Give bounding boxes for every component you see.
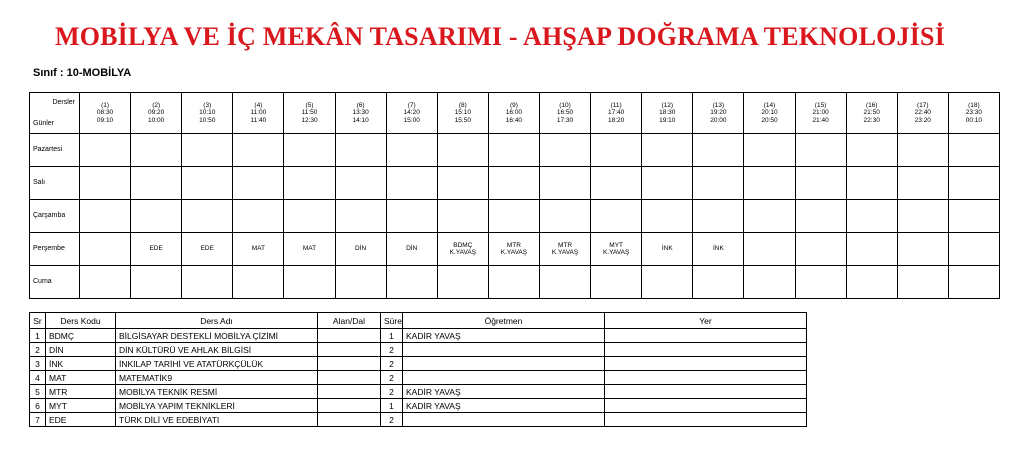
period-number: (13): [712, 101, 725, 109]
schedule-cell: [744, 233, 795, 266]
schedule-cell: [182, 134, 233, 167]
schedule-cell: [80, 167, 131, 200]
schedule-cell: [437, 266, 488, 299]
col-header-teacher: Öğretmen: [403, 313, 605, 329]
lesson-code-cell: BDMÇ: [46, 329, 116, 343]
schedule-cell: [846, 200, 897, 233]
schedule-cell: [335, 134, 386, 167]
schedule-cell: [488, 266, 539, 299]
period-number: (5): [305, 101, 314, 109]
teacher-short-name: K.YAVAŞ: [449, 249, 476, 256]
lesson-name-cell: İNKILAP TARİHİ VE ATATÜRKÇÜLÜK: [116, 357, 318, 371]
period-header: [744, 93, 795, 134]
period-number: (8): [458, 101, 467, 109]
schedule-cell: [897, 233, 948, 266]
period-header: [642, 93, 693, 134]
schedule-cell: [539, 134, 590, 167]
lesson-room-cell: [605, 399, 807, 413]
schedule-cell: [642, 134, 693, 167]
col-header-duration: Süre: [381, 313, 403, 329]
period-start-time: 15:10: [454, 109, 471, 117]
lesson-name-cell: MOBİLYA TEKNİK RESMİ: [116, 385, 318, 399]
period-header: [182, 93, 233, 134]
period-end-time: 22:30: [863, 116, 880, 124]
lesson-name-cell: MATEMATİK9: [116, 371, 318, 385]
period-end-time: 14:10: [352, 116, 369, 124]
lesson-teacher-cell: [403, 343, 605, 357]
table-row: [30, 371, 807, 385]
lesson-code: MTR: [506, 241, 521, 249]
period-start-time: 10:10: [199, 109, 216, 117]
period-start-time: 14:20: [403, 109, 420, 117]
lesson-room-cell: [605, 371, 807, 385]
lesson-code-cell: EDE: [46, 413, 116, 427]
lesson-field-cell: [318, 357, 381, 371]
schedule-cell: [897, 167, 948, 200]
schedule-cell: [795, 266, 846, 299]
schedule-cell: [744, 200, 795, 233]
schedule-cell: [233, 233, 284, 266]
lesson-room-cell: [605, 385, 807, 399]
lesson-duration-cell: 2: [381, 343, 403, 357]
period-end-time: 18:20: [608, 116, 625, 124]
period-number: (15): [814, 101, 827, 109]
period-start-time: 20:10: [761, 109, 778, 117]
schedule-cell: [744, 167, 795, 200]
period-end-time: 15:00: [403, 116, 420, 124]
schedule-cell: [846, 167, 897, 200]
schedule-cell: [437, 200, 488, 233]
period-start-time: 21:50: [863, 109, 880, 117]
period-number: (18): [968, 101, 980, 109]
schedule-cell: [795, 167, 846, 200]
schedule-cell: [897, 134, 948, 167]
lesson-name-cell: DİN KÜLTÜRÜ VE AHLAK BİLGİSİ: [116, 343, 318, 357]
schedule-cell: [693, 134, 744, 167]
schedule-cell: [897, 266, 948, 299]
schedule-cell: [233, 266, 284, 299]
period-number: (7): [407, 101, 416, 109]
period-header: [284, 93, 335, 134]
period-end-time: 20:50: [761, 116, 778, 124]
lesson-teacher-cell: KADİR YAVAŞ: [403, 399, 605, 413]
lesson-duration-cell: 2: [381, 385, 403, 399]
schedule-cell: [591, 167, 642, 200]
period-number: (10): [559, 101, 571, 109]
schedule-cell: [539, 200, 590, 233]
schedule-cell: [488, 200, 539, 233]
schedule-cell: [437, 167, 488, 200]
schedule-cell: [131, 134, 182, 167]
period-end-time: 16:40: [505, 116, 523, 124]
lesson-name-cell: MOBİLYA YAPIM TEKNİKLERİ: [116, 399, 318, 413]
lesson-room-cell: [605, 329, 807, 343]
period-end-time: 19:10: [659, 116, 676, 124]
lesson-code: MTR: [557, 241, 573, 249]
schedule-cell: [335, 266, 386, 299]
lessons-header-row: [30, 313, 807, 329]
schedule-cell: [131, 200, 182, 233]
lesson-code: DİN: [355, 245, 367, 253]
schedule-cell: [233, 134, 284, 167]
schedule-cell: [948, 266, 999, 299]
schedule-cell: [591, 266, 642, 299]
period-number: (3): [203, 101, 212, 109]
schedule-cell: [642, 200, 693, 233]
lesson-code-cell: MYT: [46, 399, 116, 413]
schedule-cell: [386, 167, 437, 200]
lesson-teacher-cell: KADİR YAVAŞ: [403, 385, 605, 399]
lesson-field-cell: [318, 399, 381, 413]
lesson-code: İNK: [661, 245, 673, 253]
day-row: [30, 233, 1000, 266]
periods-axis-label: Dersler: [52, 99, 75, 106]
lesson-code: MYT: [609, 241, 624, 249]
schedule-cell: [335, 233, 386, 266]
lesson-sr-cell: 3: [30, 357, 46, 371]
lesson-field-cell: [318, 329, 381, 343]
lesson-room-cell: [605, 343, 807, 357]
day-label: Çarşamba: [30, 200, 80, 233]
period-number: (12): [661, 101, 674, 109]
schedule-cell: [488, 167, 539, 200]
schedule-cell: [488, 233, 539, 266]
day-row: [30, 200, 1000, 233]
schedule-cell: [539, 266, 590, 299]
schedule-cell: [284, 200, 335, 233]
lesson-duration-cell: 1: [381, 329, 403, 343]
period-start-time: 18:30: [659, 109, 676, 117]
lesson-duration-cell: 2: [381, 371, 403, 385]
lesson-sr-cell: 6: [30, 399, 46, 413]
schedule-cell: [80, 266, 131, 299]
col-header-field: Alan/Dal: [318, 313, 381, 329]
period-end-time: 10:50: [199, 116, 216, 124]
schedule-cell: [642, 266, 693, 299]
col-header-room: Yer: [605, 313, 807, 329]
lesson-sr-cell: 2: [30, 343, 46, 357]
schedule-cell: [335, 200, 386, 233]
col-header-sr: Sr: [30, 313, 46, 329]
period-number: (2): [152, 101, 161, 109]
period-start-time: 11:00: [250, 109, 267, 117]
day-label: Salı: [30, 167, 80, 200]
day-label: Pazartesi: [30, 134, 80, 167]
period-start-time: 17:40: [608, 109, 625, 117]
teacher-short-name: K.YAVAŞ: [500, 249, 528, 256]
schedule-cell: [642, 233, 693, 266]
schedule-cell: [80, 134, 131, 167]
lesson-code: MAT: [302, 245, 317, 253]
table-row: [30, 399, 807, 413]
schedule-cell: [539, 233, 590, 266]
period-number: (17): [917, 101, 929, 109]
teacher-short-name: K.YAVAŞ: [551, 249, 579, 256]
lesson-field-cell: [318, 413, 381, 427]
lesson-code: EDE: [149, 245, 163, 253]
period-number: (6): [356, 101, 365, 109]
day-row: [30, 167, 1000, 200]
schedule-cell: [693, 167, 744, 200]
lesson-teacher-cell: [403, 357, 605, 371]
period-start-time: 21:00: [812, 109, 829, 117]
schedule-cell: [131, 266, 182, 299]
period-header: [437, 93, 488, 134]
lesson-sr-cell: 7: [30, 413, 46, 427]
day-label: Cuma: [30, 266, 80, 299]
lesson-room-cell: [605, 413, 807, 427]
schedule-cell: [182, 266, 233, 299]
schedule-cell: [744, 134, 795, 167]
lesson-code: İNK: [712, 245, 724, 253]
schedule-cell: [386, 200, 437, 233]
period-header: [897, 93, 948, 134]
lesson-teacher-cell: [403, 371, 605, 385]
period-header: [539, 93, 590, 134]
class-label: Sınıf : 10-MOBİLYA: [33, 67, 132, 79]
schedule-cell: [591, 233, 642, 266]
lesson-code: EDE: [200, 245, 214, 253]
period-start-time: 16:00: [505, 109, 523, 117]
lesson-field-cell: [318, 371, 381, 385]
schedule-cell: [335, 167, 386, 200]
period-start-time: 16:50: [556, 109, 574, 117]
period-start-time: 08:30: [96, 109, 114, 117]
schedule-cell: [131, 167, 182, 200]
schedule-cell: [233, 200, 284, 233]
lesson-name-cell: TÜRK DİLİ VE EDEBİYATI: [116, 413, 318, 427]
period-end-time: 12:30: [301, 116, 318, 124]
lesson-sr-cell: 5: [30, 385, 46, 399]
schedule-cell: [386, 134, 437, 167]
period-number: (1): [101, 101, 110, 109]
schedule-cell: [437, 134, 488, 167]
period-header: [948, 93, 999, 134]
period-header: [693, 93, 744, 134]
schedule-cell: [284, 134, 335, 167]
period-number: (14): [763, 101, 776, 109]
period-end-time: 00:10: [965, 116, 983, 124]
period-end-time: 15:50: [454, 116, 471, 124]
schedule-cell: [744, 266, 795, 299]
schedule-cell: [284, 266, 335, 299]
lesson-code: MAT: [251, 245, 265, 253]
period-start-time: 11:50: [301, 109, 318, 117]
lesson-code: BDMÇ: [453, 241, 473, 249]
lesson-teacher-cell: [403, 413, 605, 427]
lesson-code: DİN: [406, 245, 418, 253]
schedule-cell: [80, 233, 131, 266]
lesson-code-cell: MTR: [46, 385, 116, 399]
schedule-cell: [437, 233, 488, 266]
schedule-cell: [284, 233, 335, 266]
period-header: [80, 93, 131, 134]
period-end-time: 11:40: [250, 116, 267, 124]
period-end-time: 20:00: [710, 116, 727, 124]
schedule-cell: [948, 233, 999, 266]
schedule-cell: [795, 233, 846, 266]
schedule-cell: [795, 134, 846, 167]
period-header: [591, 93, 642, 134]
lesson-field-cell: [318, 343, 381, 357]
day-label: Perşembe: [30, 233, 80, 266]
lesson-code-cell: DİN: [46, 343, 116, 357]
table-row: [30, 343, 807, 357]
period-end-time: 23:20: [914, 116, 931, 124]
lesson-room-cell: [605, 357, 807, 371]
table-row: [30, 385, 807, 399]
period-header: [335, 93, 386, 134]
schedule-cell: [948, 134, 999, 167]
lesson-duration-cell: 2: [381, 413, 403, 427]
period-start-time: 13:30: [352, 109, 369, 117]
schedule-cell: [948, 200, 999, 233]
schedule-cell: [846, 266, 897, 299]
period-end-time: 21:40: [812, 116, 829, 124]
schedule-cell: [591, 200, 642, 233]
period-number: (11): [610, 101, 622, 109]
period-header: [233, 93, 284, 134]
day-row: [30, 266, 1000, 299]
day-row: [30, 134, 1000, 167]
period-header: [795, 93, 846, 134]
period-number: (4): [254, 101, 263, 109]
days-axis-label: Günler: [33, 119, 55, 127]
schedule-cell: [182, 233, 233, 266]
schedule-cell: [795, 200, 846, 233]
period-number: (9): [509, 101, 518, 109]
lesson-code-cell: MAT: [46, 371, 116, 385]
table-row: [30, 413, 807, 427]
period-end-time: 09:10: [96, 116, 114, 124]
col-header-name: Ders Adı: [116, 313, 318, 329]
schedule-cell: [182, 167, 233, 200]
schedule-corner-cell: [30, 93, 80, 134]
lesson-duration-cell: 1: [381, 399, 403, 413]
schedule-cell: [182, 200, 233, 233]
weekly-schedule-table: [29, 92, 1000, 299]
period-end-time: 17:30: [556, 116, 574, 124]
period-start-time: 09:20: [148, 109, 165, 117]
col-header-code: Ders Kodu: [46, 313, 116, 329]
page-title: MOBİLYA VE İÇ MEKÂN TASARIMI - AHŞAP DOĞRAMA TEKNOLOJİSİ: [54, 22, 946, 51]
schedule-cell: [80, 200, 131, 233]
schedule-cell: [846, 233, 897, 266]
schedule-cell: [693, 266, 744, 299]
lesson-teacher-cell: KADİR YAVAŞ: [403, 329, 605, 343]
table-row: [30, 357, 807, 371]
lesson-sr-cell: 4: [30, 371, 46, 385]
schedule-cell: [948, 167, 999, 200]
period-end-time: 10:00: [148, 116, 165, 124]
period-header: [131, 93, 182, 134]
period-header: [386, 93, 437, 134]
period-header: [846, 93, 897, 134]
teacher-short-name: K.YAVAŞ: [602, 249, 630, 256]
lesson-name-cell: BİLGİSAYAR DESTEKLİ MOBİLYA ÇİZİMİ: [116, 329, 318, 343]
table-row: [30, 329, 807, 343]
schedule-cell: [897, 200, 948, 233]
schedule-cell: [131, 233, 182, 266]
period-number: (16): [865, 101, 878, 109]
schedule-cell: [591, 134, 642, 167]
schedule-header-row: [30, 93, 1000, 134]
schedule-cell: [693, 200, 744, 233]
lesson-duration-cell: 2: [381, 357, 403, 371]
schedule-cell: [846, 134, 897, 167]
schedule-cell: [539, 167, 590, 200]
period-start-time: 19:20: [710, 109, 727, 117]
schedule-cell: [693, 233, 744, 266]
schedule-cell: [488, 134, 539, 167]
lessons-table: [29, 312, 807, 427]
schedule-cell: [386, 233, 437, 266]
lesson-field-cell: [318, 385, 381, 399]
period-start-time: 23:30: [965, 109, 983, 117]
schedule-cell: [233, 167, 284, 200]
schedule-cell: [386, 266, 437, 299]
period-header: [488, 93, 539, 134]
lesson-sr-cell: 1: [30, 329, 46, 343]
schedule-cell: [284, 167, 335, 200]
lesson-code-cell: İNK: [46, 357, 116, 371]
schedule-cell: [642, 167, 693, 200]
period-start-time: 22:40: [914, 109, 931, 117]
